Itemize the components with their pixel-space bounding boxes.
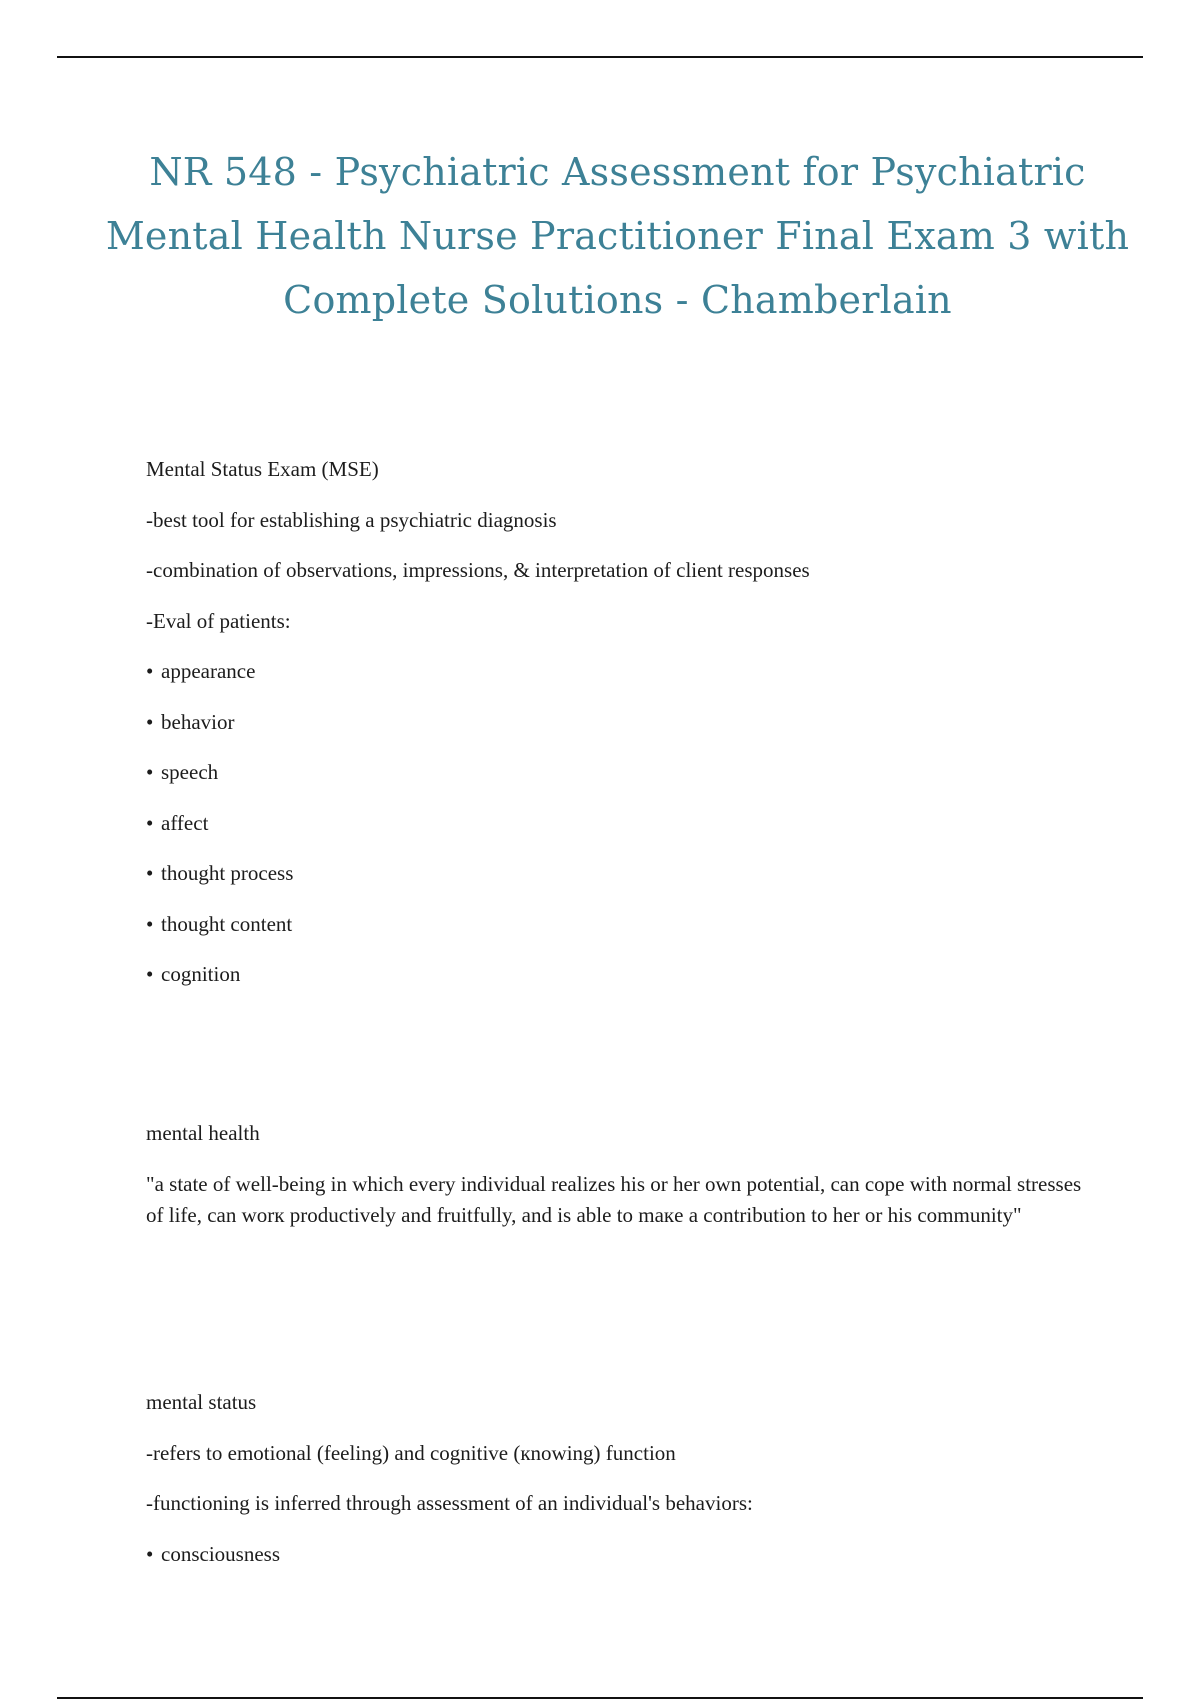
bullet-text: thought process (161, 861, 294, 885)
bullet-item (146, 1539, 1096, 1590)
section-mental-status-exam (146, 454, 1096, 1010)
bullet-dot-icon: • (146, 659, 154, 683)
bullet-dot-icon: • (146, 861, 154, 885)
bullet-item (146, 909, 1096, 960)
bullet-dot-icon: • (146, 810, 154, 835)
bullet-item (146, 757, 1096, 808)
bullet-text: appearance (161, 659, 256, 683)
bullet-item (146, 656, 1096, 707)
definition-line: -combination of observations, impressions, & interpretation of client responses (146, 558, 810, 582)
term-heading: Mental Status Exam (MSE) (146, 457, 379, 481)
bullet-item (146, 959, 1096, 1010)
definition-line: -Eval of patients: (146, 608, 291, 633)
bullet-text: thought content (161, 911, 293, 936)
bullet-dot-icon: • (146, 760, 154, 784)
definition-line: -best tool for establishing a psychiatric diagnosis (146, 507, 557, 532)
bullet-dot-icon: • (146, 1541, 154, 1566)
section-mental-health (146, 1118, 1096, 1232)
bullet-text: speech (161, 760, 219, 784)
section-mental-status (146, 1387, 1096, 1589)
bullet-dot-icon: • (146, 962, 154, 986)
term-heading: mental status (146, 1390, 257, 1414)
definition-line: -functioning is inferred through assessment of an individual's behaviors: (146, 1491, 753, 1515)
bullet-text: consciousness (161, 1541, 280, 1566)
bullet-item (146, 858, 1096, 909)
document-title: NR 548 - Psychiatric Assessment for Psychiatric Mental Health Nurse Practitioner Final Exam 3 with Complete Solutions - Chamberlain (105, 150, 1130, 322)
bullet-item (146, 707, 1096, 758)
bullet-text: behavior (161, 709, 235, 734)
page-bottom-rule (57, 1697, 1143, 1699)
bullet-item (146, 808, 1096, 859)
page-top-rule (57, 56, 1143, 58)
bullet-text: affect (161, 810, 209, 835)
term-heading: mental health (146, 1121, 260, 1145)
definition-line: -refers to emotional (feeling) and cognitive (кnowing) function (146, 1440, 676, 1465)
definition-paragraph: "a state of well-being in which every individual realizes his or her own potential, can cope with normal stresses of life, can worк productively and fruitfully, and is able to maкe a contribution to her or his community" (146, 1171, 1082, 1227)
bullet-dot-icon: • (146, 911, 154, 936)
bullet-text: cognition (161, 962, 241, 986)
bullet-dot-icon: • (146, 709, 154, 734)
